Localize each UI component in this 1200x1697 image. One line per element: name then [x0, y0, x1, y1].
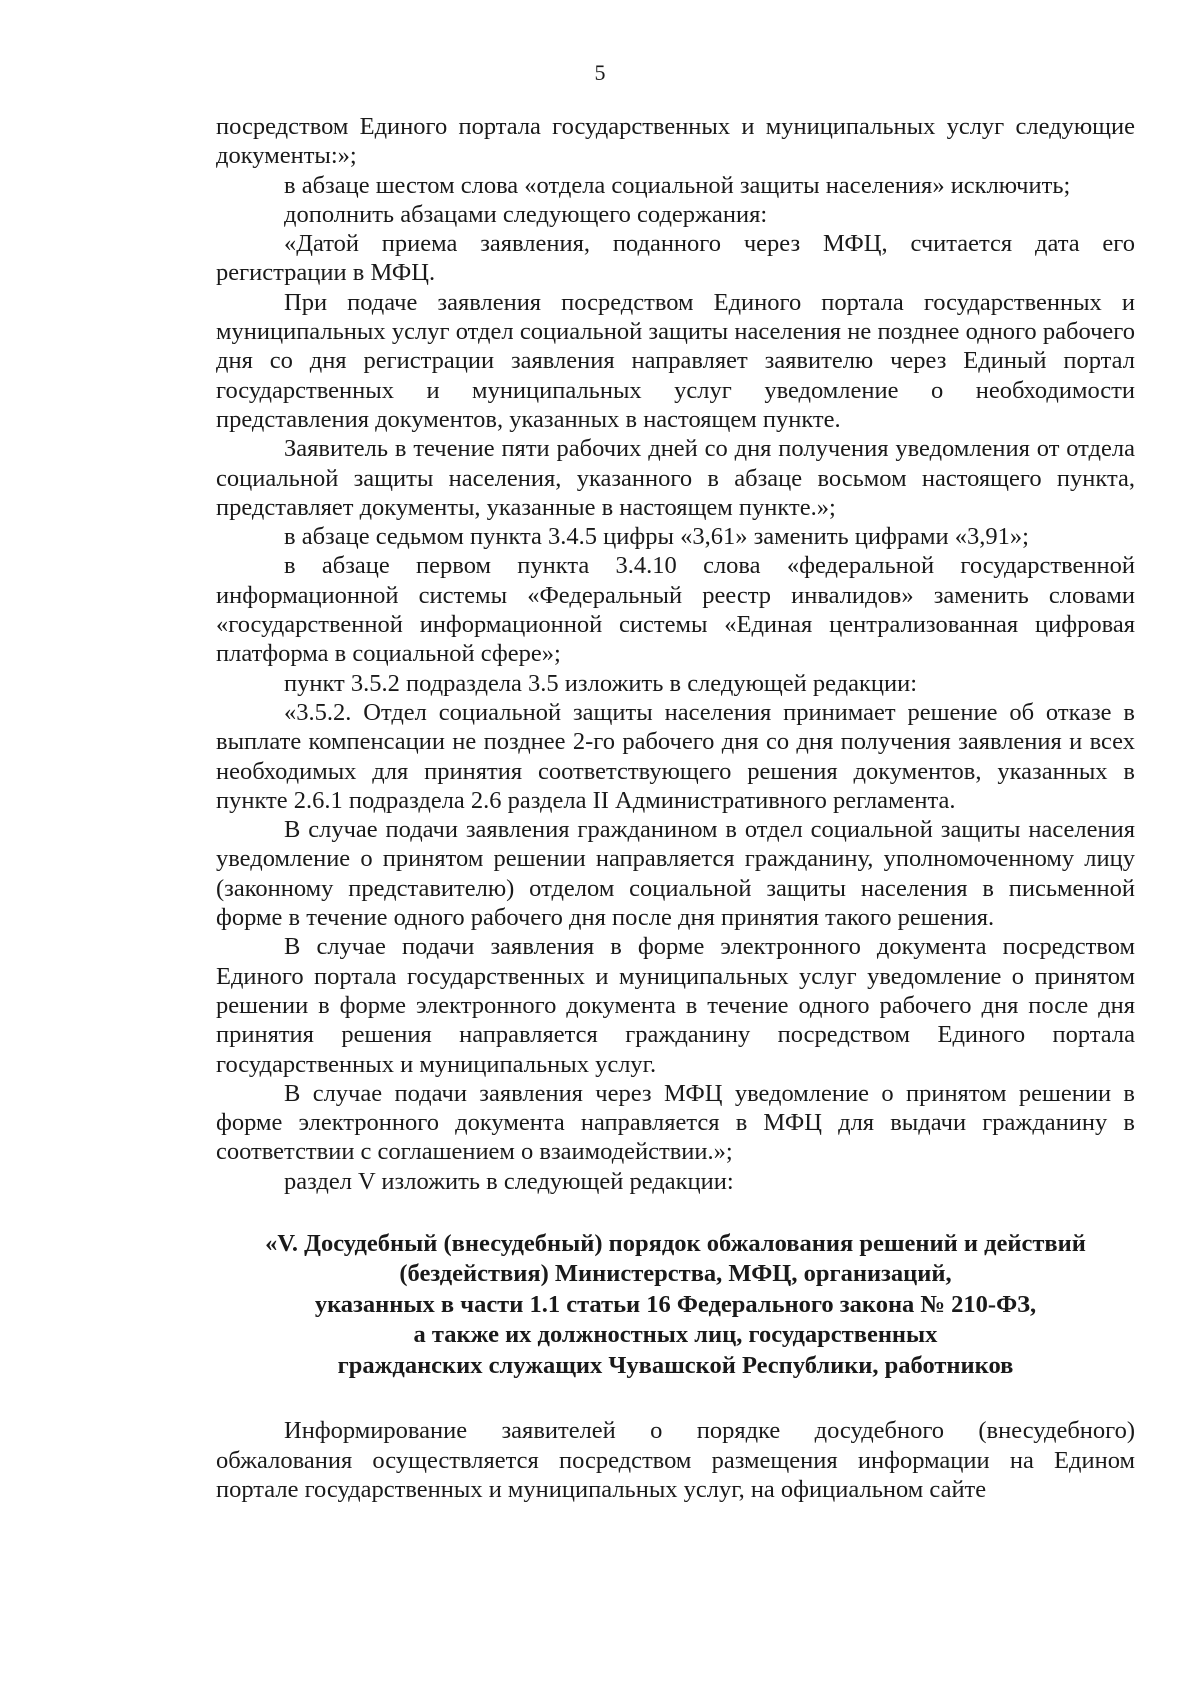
page-number: 5 [594, 60, 606, 85]
paragraph: раздел V изложить в следующей редакции: [284, 1167, 734, 1195]
heading-line: (бездействия) Министерства, МФЦ, организаций, [399, 1260, 952, 1288]
heading-line: указанных в части 1.1 статьи 16 Федерального закона № 210-ФЗ, [314, 1290, 1037, 1318]
paragraph: В случае подачи заявления через МФЦ уведомление о принятом решении в форме электронного документа направляется в МФЦ для выдачи гражданину в соответствии с соглашением о взаимодействии.»; [216, 1079, 1135, 1166]
paragraph: в абзаце седьмом пункта 3.4.5 цифры «3,61» заменить цифрами «3,91»; [284, 523, 1029, 551]
heading-line: а также их должностных лиц, государственных [413, 1321, 938, 1349]
paragraph: в абзаце шестом слова «отдела социальной защиты населения» исключить; [284, 171, 1071, 199]
paragraph: дополнить абзацами следующего содержания: [284, 200, 768, 228]
paragraph: Информирование заявителей о порядке досудебного (внесудебного) обжалования осуществляется посредством размещения информации на Едином портале государственных и муниципальных услуг, на официальном сайте [216, 1417, 1135, 1504]
paragraph: «3.5.2. Отдел социальной защиты населения принимает решение об отказе в выплате компенсации не позднее 2-го рабочего дня со дня получения заявления и всех необходимых для принятия соответствующего решения документов, указанных в пункте 2.6.1 подраздела 2.6 раздела II Административного регламента. [216, 698, 1135, 814]
paragraph: в абзаце первом пункта 3.4.10 слова «федеральной государственной информационной системы «Федеральный реестр инвалидов» заменить словами «государственной информационной системы «Единая централизованная цифровая платформа в социальной сфере»; [216, 552, 1135, 668]
paragraphs-after [216, 1416, 1135, 1504]
paragraphs-before [216, 112, 1135, 1196]
section-heading [216, 1229, 1135, 1382]
paragraph: Заявитель в течение пяти рабочих дней со дня получения уведомления от отдела социальной защиты населения, указанного в абзаце восьмом настоящего пункта, представляет документы, указанные в настоящем пункте.»; [216, 435, 1135, 521]
heading-line: гражданских служащих Чувашской Республики, работников [337, 1351, 1014, 1379]
paragraph: В случае подачи заявления гражданином в отдел социальной защиты населения уведомление о принятом решении направляется гражданину, уполномоченному лицу (законному представителю) отделом социальной защиты населения в письменной форме в течение одного рабочего дня после дня принятия такого решения. [216, 816, 1135, 932]
paragraph: посредством Единого портала государственных и муниципальных услуг следующие документы:»; [216, 113, 1135, 170]
paragraph: В случае подачи заявления в форме электронного документа посредством Единого портала государственных и муниципальных услуг уведомление о принятом решении в форме электронного документа в течение одного рабочего дня после дня принятия решения направляется гражданину посредством Единого портала государственных и муниципальных услуг. [216, 933, 1135, 1078]
paragraph: «Датой приема заявления, поданного через МФЦ, считается дата его регистрации в МФЦ. [216, 230, 1135, 287]
paragraph: При подаче заявления посредством Единого портала государственных и муниципальных услуг отдел социальной защиты населения не позднее одного рабочего дня со дня регистрации заявления направляет заявителю через Единый портал государственных и муниципальных услуг уведомление о необходимости представления документов, указанных в настоящем пункте. [216, 288, 1135, 433]
document-body [216, 112, 1135, 1504]
paragraph: пункт 3.5.2 подраздела 3.5 изложить в следующей редакции: [284, 669, 918, 697]
heading-line: «V. Досудебный (внесудебный) порядок обжалования решений и действий [265, 1229, 1086, 1257]
